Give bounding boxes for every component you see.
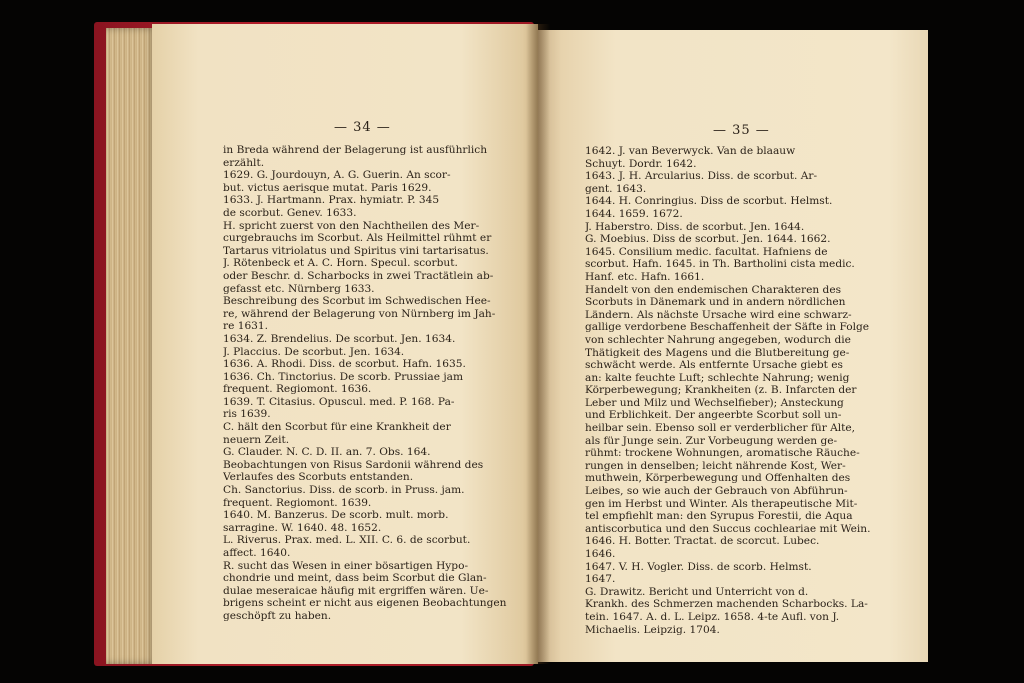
text-line: gen im Herbst und Winter. Als therapeutische Mit- <box>585 497 858 510</box>
text-line: J. Haberstro. Diss. de scorbut. Jen. 1644. <box>585 220 805 233</box>
text-line: rungen in denselben; leicht nährende Kost, Wer- <box>585 459 846 472</box>
text-line: 1643. J. H. Arcularius. Diss. de scorbut. Ar- <box>585 170 818 183</box>
page-edges <box>106 28 158 664</box>
text-line: Beobachtungen von Risus Sardonii während des <box>223 458 484 471</box>
text-line: tein. 1647. A. d. L. Leipz. 1658. 4-te Aufl. von J. <box>585 610 840 623</box>
text-line: heilbar sein. Ebenso soll er verderblicher für Alte, <box>585 422 856 435</box>
text-line: scorbut. Hafn. 1645. in Th. Bartholini cista medic. <box>585 258 855 271</box>
page-text <box>585 145 885 636</box>
text-line: 1639. T. Citasius. Opuscul. med. P. 168. Pa- <box>223 395 455 408</box>
text-line: antiscorbutica und den Succus cochleariae mit Wein. <box>585 522 871 535</box>
text-line: rühmt: trockene Wohnungen, aromatische Räuche- <box>585 447 860 460</box>
text-line: Leber und Milz und Wechselfieber); Ansteckung <box>585 396 844 409</box>
text-line: 1646. H. Botter. Tractat. de scorcut. Lubec. <box>585 535 820 548</box>
text-line: chondrie und meint, dass beim Scorbut die Glan- <box>223 572 487 585</box>
text-line: affect. 1640. <box>223 547 291 559</box>
text-line: Michaelis. Leipzig. 1704. <box>585 623 720 636</box>
text-line: sarragine. W. 1640. 48. 1652. <box>223 521 382 534</box>
text-line: 1644. 1659. 1672. <box>585 207 683 220</box>
text-line: Hanf. etc. Hafn. 1661. <box>585 270 705 283</box>
text-line: brigens scheint er nicht aus eigenen Beobachtungen <box>223 597 507 610</box>
text-line: curgebrauchs im Scorbut. Als Heilmittel rühmt er <box>223 232 492 245</box>
text-line: Ch. Sanctorius. Diss. de scorb. in Pruss. jam. <box>223 484 465 497</box>
text-line: ris 1639. <box>223 408 271 421</box>
text-line: de scorbut. Genev. 1633. <box>223 206 357 219</box>
page-number: — 35 — <box>713 123 770 138</box>
text-line: Tartarus vitriolatus und Spiritus vini tartarisatus. <box>223 244 489 257</box>
text-line: frequent. Regiomont. 1639. <box>223 496 372 509</box>
text-line: geschöpft zu haben. <box>223 609 332 622</box>
text-line: von schlechter Nahrung angegeben, wodurch die <box>585 333 851 346</box>
text-line: dulae meseraicae häufig mit ergriffen wären. Ue- <box>223 584 489 597</box>
text-line: 1647. V. H. Vogler. Diss. de scorb. Helmst. <box>585 560 812 573</box>
left-page <box>152 24 538 664</box>
text-line: 1636. Ch. Tinctorius. De scorb. Prussiae jam <box>223 370 463 383</box>
text-line: J. Placcius. De scorbut. Jen. 1634. <box>223 345 405 358</box>
text-line: 1636. A. Rhodi. Diss. de scorbut. Hafn. 1635. <box>223 358 466 371</box>
text-line: 1644. H. Conringius. Diss de scorbut. Helmst. <box>585 195 833 208</box>
text-line: Handelt von den endemischen Charakteren des <box>585 283 842 296</box>
text-line: Thätigkeit des Magens und die Blutbereitung ge- <box>585 346 850 359</box>
book-gutter <box>526 24 550 664</box>
page-text <box>223 144 507 623</box>
text-line: 1642. J. van Beverwyck. Van de blaauw <box>585 145 796 157</box>
text-line: 1634. Z. Brendelius. De scorbut. Jen. 1634. <box>223 332 456 345</box>
text-line: Körperbewegung; Krankheiten (z. B. Infarcten der <box>585 384 857 397</box>
text-line: schwächt werde. Als entfernte Ursache giebt es <box>585 359 843 372</box>
text-line: neuern Zeit. <box>223 433 290 446</box>
text-line: gallige verdorbene Beschaffenheit der Säfte in Folge <box>585 321 870 334</box>
text-line: Verlaufes des Scorbuts entstanden. <box>223 471 414 484</box>
text-line: als für Junge sein. Zur Vorbeugung werden ge- <box>585 434 838 447</box>
text-line: G. Moebius. Diss de scorbut. Jen. 1644. 1662. <box>585 233 831 246</box>
text-line: 1633. J. Hartmann. Prax. hymiatr. P. 345 <box>223 194 440 207</box>
text-line: C. hält den Scorbut für eine Krankheit der <box>223 421 451 434</box>
text-line: 1645. Consilium medic. facultat. Hafniens de <box>585 245 828 258</box>
text-line: erzählt. <box>223 156 265 169</box>
text-line: re 1631. <box>223 320 269 333</box>
text-line: muthwein, Körperbewegung und Offenhalten des <box>585 472 851 485</box>
text-line: tel empfiehlt man: den Syrupus Forestii, die Aqua <box>585 510 853 523</box>
text-line: but. victus aerisque mutat. Paris 1629. <box>223 181 432 194</box>
text-line: G. Drawitz. Bericht und Unterricht von d. <box>585 585 809 598</box>
text-line: 1646. <box>585 548 616 560</box>
text-line: L. Riverus. Prax. med. L. XII. C. 6. de scorbut. <box>223 534 471 547</box>
text-line: G. Clauder. N. C. D. II. an. 7. Obs. 164. <box>223 446 431 459</box>
text-line: Scorbuts in Dänemark und in andern nördlichen <box>585 296 846 309</box>
text-line: re, während der Belagerung von Nürnberg im Jah- <box>223 307 496 320</box>
text-line: gent. 1643. <box>585 182 647 195</box>
text-line: Leibes, so wie auch der Gebrauch von Abführun- <box>585 485 848 498</box>
text-line: 1629. G. Jourdouyn, A. G. Guerin. An scor- <box>223 169 451 182</box>
text-line: Beschreibung des Scorbut im Schwedischen Hee- <box>223 295 491 308</box>
text-line: und Erblichkeit. Der angeerbte Scorbut soll un- <box>585 409 842 422</box>
text-line: frequent. Regiomont. 1636. <box>223 383 372 396</box>
text-line: 1640. M. Banzerus. De scorb. mult. morb. <box>223 509 449 522</box>
text-line: J. Rötenbeck et A. C. Horn. Specul. scorbut. <box>223 257 458 270</box>
text-line: Krankh. des Schmerzen machenden Scharbocks. La- <box>585 598 868 611</box>
open-book <box>94 18 936 668</box>
page-number: — 34 — <box>334 120 391 135</box>
text-line: Schuyt. Dordr. 1642. <box>585 157 697 170</box>
text-line: Ländern. Als nächste Ursache wird eine schwarz- <box>585 308 852 321</box>
right-page <box>538 30 928 662</box>
text-line: oder Beschr. d. Scharbocks in zwei Tractätlein ab- <box>223 269 494 282</box>
text-line: 1647. <box>585 573 616 586</box>
text-line: in Breda während der Belagerung ist ausführlich <box>223 144 488 156</box>
text-line: an: kalte feuchte Luft; schlechte Nahrung; wenig <box>585 371 850 384</box>
text-line: gefasst etc. Nürnberg 1633. <box>223 282 375 295</box>
text-line: H. spricht zuerst von den Nachtheilen des Mer- <box>223 219 480 232</box>
text-line: R. sucht das Wesen in einer bösartigen Hypo- <box>223 559 469 572</box>
